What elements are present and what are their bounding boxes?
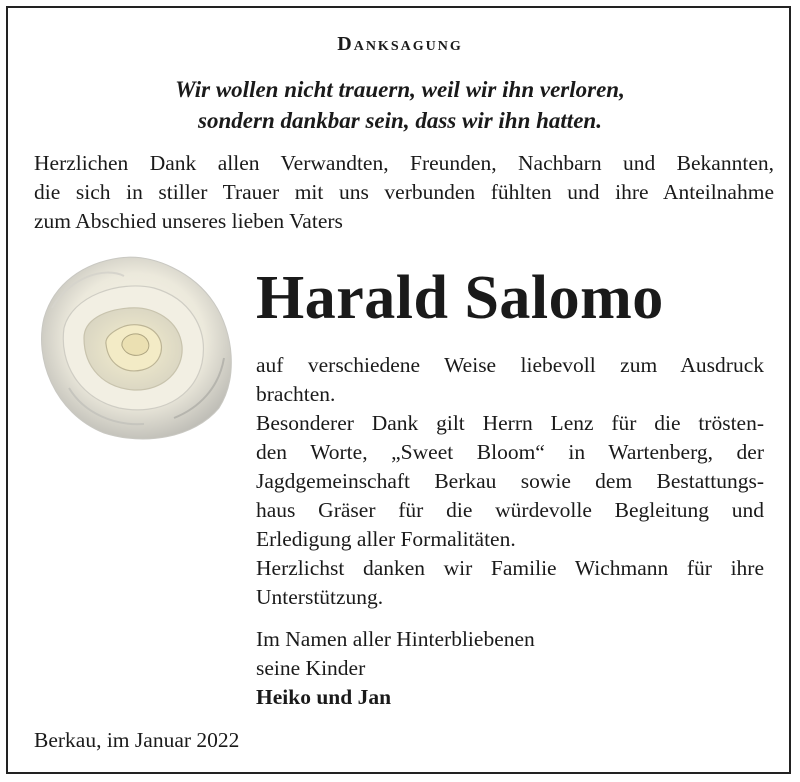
intro-line-3: zum Abschied unseres lieben Vaters <box>34 209 343 233</box>
place-date: Berkau, im Januar 2022 <box>34 728 240 752</box>
body-line-1: auf verschiedene Weise liebevoll zum Ausdruck <box>256 353 764 377</box>
body-line-7: Erledigung aller Formalitäten. <box>256 527 516 551</box>
body-line-4: den Worte, „Sweet Bloom“ in Wartenberg, der <box>256 440 764 464</box>
body-line-2: brachten. <box>256 382 336 406</box>
body-line-6: haus Gräser für die würdevolle Begleitung und <box>256 498 764 522</box>
body-line-8: Herzlichst danken wir Familie Wichmann für ihre <box>256 556 764 580</box>
deceased-name: Harald Salomo <box>256 264 664 332</box>
signature-names: Heiko und Jan <box>256 685 392 709</box>
white-rose-image <box>24 248 238 442</box>
body-line-5: Jagdgemeinschaft Berkau sowie dem Bestattungs- <box>256 469 764 493</box>
rose-petals <box>42 257 232 439</box>
quote-line-2: sondern dankbar sein, dass wir ihn hatten. <box>198 108 602 133</box>
intro-line-1: Herzlichen Dank allen Verwandten, Freunden, Nachbarn und Bekannten, <box>34 151 774 175</box>
intro-line-2: die sich in stiller Trauer mit uns verbunden fühlten und ihre Anteilnahme <box>34 180 774 204</box>
quote-line-1: Wir wollen nicht trauern, weil wir ihn verloren, <box>175 77 625 102</box>
signature-line-1: Im Namen aller Hinterbliebenen <box>256 627 535 651</box>
signature-line-2: seine Kinder <box>256 656 366 680</box>
notice-heading: Danksagung <box>337 33 463 55</box>
body-line-9: Unterstützung. <box>256 585 384 609</box>
body-line-3: Besonderer Dank gilt Herrn Lenz für die trösten- <box>256 411 764 435</box>
